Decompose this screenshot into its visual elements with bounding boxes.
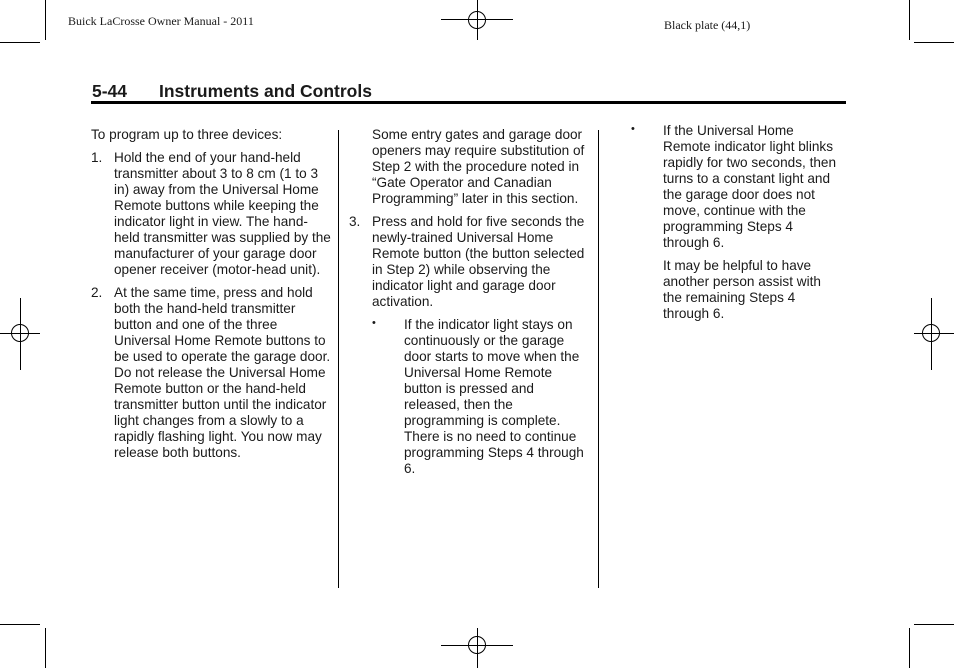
list-item bbox=[349, 214, 589, 310]
list-item bbox=[91, 150, 331, 278]
column-3 bbox=[631, 123, 841, 322]
crop-mark bbox=[45, 0, 46, 40]
bullet-symbol: • bbox=[631, 123, 635, 135]
step-text: Hold the end of your hand-held transmitter about 3 to 8 cm (1 to 3 in) away from the Universal Home Remote buttons while keeping the indicator light in view. The hand-held transmitter was supplied by the manufacturer of your garage door opener receiver (motor-head unit). bbox=[114, 150, 331, 277]
intro-text: To program up to three devices: bbox=[91, 127, 283, 142]
crop-mark bbox=[45, 628, 46, 668]
manual-title: Buick LaCrosse Owner Manual - 2011 bbox=[68, 14, 254, 28]
registration-circle bbox=[922, 324, 940, 342]
crop-mark bbox=[0, 42, 40, 43]
list-item bbox=[91, 285, 331, 461]
column-2 bbox=[349, 127, 589, 477]
step-number: 2. bbox=[91, 285, 103, 300]
column-1 bbox=[91, 127, 331, 461]
section-title: Instruments and Controls bbox=[159, 81, 372, 101]
bullet-text: If the indicator light stays on continuously or the garage door starts to move when the Universal Home Remote button is pressed and released, then the programming is complete. There is no need to continue programming Steps 4 through 6. bbox=[404, 317, 584, 476]
note-text: It may be helpful to have another person assist with the remaining Steps 4 through 6. bbox=[663, 258, 821, 321]
plate-label: Black plate (44,1) bbox=[664, 18, 751, 32]
column-divider bbox=[338, 130, 339, 588]
step-text: Press and hold for five seconds the newly-trained Universal Home Remote button (the button selected in Step 2) while observing the indicator light and garage door activation. bbox=[372, 214, 585, 309]
crop-mark bbox=[909, 0, 910, 40]
registration-circle bbox=[11, 324, 29, 342]
step-text: At the same time, press and hold both the hand-held transmitter button and one of the three Universal Home Remote buttons to be used to operate the garage door. Do not release the Universal Home Remote button or the hand-held transmitter button until the indicator light changes from a slowly to a rapidly flashing light. You now may release both buttons. bbox=[114, 285, 331, 460]
header-rule bbox=[91, 101, 846, 104]
step-number: 3. bbox=[349, 214, 361, 229]
bullet-item bbox=[631, 123, 841, 251]
bullet-text: If the Universal Home Remote indicator light blinks rapidly for two seconds, then turns to a constant light and the garage door does not move, continue with the programming Steps 4 through 6. bbox=[663, 123, 837, 250]
column-divider bbox=[598, 130, 599, 588]
crop-mark bbox=[909, 628, 910, 668]
bullet-symbol: • bbox=[372, 317, 376, 329]
crop-mark bbox=[0, 624, 40, 625]
registration-circle bbox=[468, 636, 486, 654]
bullet-item bbox=[372, 317, 589, 477]
registration-circle bbox=[468, 11, 486, 29]
page-number: 5-44 bbox=[92, 81, 128, 101]
step-number: 1. bbox=[91, 150, 103, 165]
crop-mark bbox=[914, 42, 954, 43]
continuation-text: Some entry gates and garage door openers may require substitution of Step 2 with the procedure noted in “Gate Operator and Canadian Programming” later in this section. bbox=[372, 127, 585, 206]
crop-mark bbox=[914, 624, 954, 625]
